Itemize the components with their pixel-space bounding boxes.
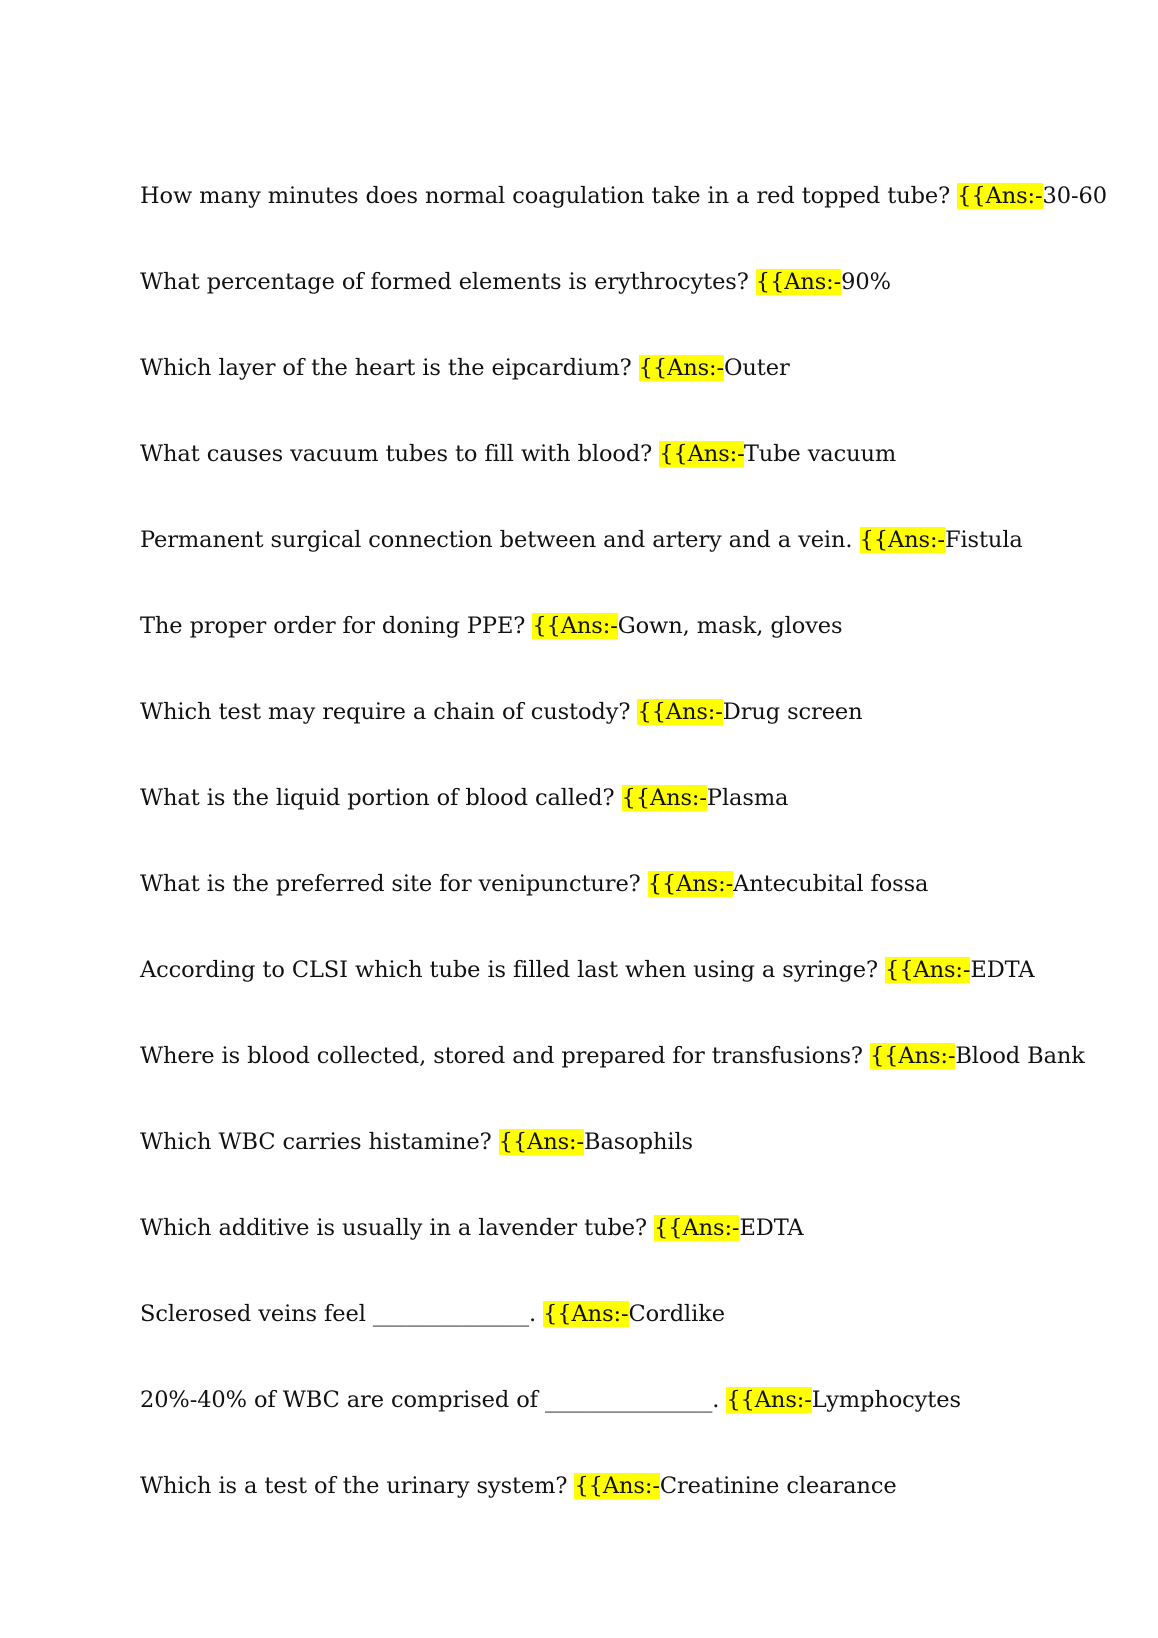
- question-text: According to CLSI which tube is filled last when using a syringe?: [140, 957, 878, 983]
- qa-list: [140, 179, 1120, 1555]
- answer-marker-highlight: {{Ans:-: [884, 957, 971, 983]
- answer-text: Antecubital fossa: [733, 871, 929, 897]
- qa-item: [140, 265, 1120, 351]
- question-text: What is the preferred site for venipuncture?: [140, 871, 641, 897]
- answer-text: Outer: [724, 355, 790, 381]
- answer-text: Plasma: [706, 785, 789, 811]
- question-text: Which test may require a chain of custody?: [140, 699, 631, 725]
- answer-marker-highlight: {{Ans:-: [498, 1129, 585, 1155]
- qa-item: [140, 1039, 1120, 1125]
- answer-text: Tube vacuum: [743, 441, 897, 467]
- qa-item: [140, 437, 1120, 523]
- answer-marker-highlight: {{Ans:-: [726, 1387, 812, 1413]
- question-text: Where is blood collected, stored and prepared for transfusions?: [140, 1043, 863, 1069]
- answer-text: Cordlike: [628, 1301, 725, 1327]
- answer-marker-highlight: {{Ans:-: [574, 1473, 660, 1499]
- answer-marker-highlight: {{Ans:-: [755, 269, 842, 295]
- answer-marker-highlight: {{Ans:-: [659, 441, 744, 467]
- qa-item: [140, 953, 1120, 1039]
- answer-marker-highlight: {{Ans:-: [621, 785, 707, 811]
- answer-marker-highlight: {{Ans:-: [654, 1215, 740, 1241]
- answer-text: 30-60: [1042, 183, 1107, 209]
- answer-text: Creatinine clearance: [659, 1473, 897, 1499]
- question-text: What percentage of formed elements is erythrocytes?: [140, 269, 749, 295]
- answer-marker-highlight: {{Ans:-: [647, 871, 734, 897]
- answer-text: Drug screen: [722, 699, 863, 725]
- answer-text: EDTA: [739, 1215, 804, 1241]
- question-text: Which WBC carries histamine?: [140, 1129, 492, 1155]
- question-text: Which is a test of the urinary system?: [140, 1473, 568, 1499]
- question-text: Sclerosed veins feel ______________.: [140, 1301, 537, 1327]
- answer-marker-highlight: {{Ans:-: [957, 183, 1043, 209]
- qa-item: [140, 1383, 1120, 1469]
- answer-marker-highlight: {{Ans:-: [869, 1043, 956, 1069]
- qa-item: [140, 1297, 1120, 1383]
- answer-text: Gown, mask, gloves: [617, 613, 843, 639]
- answer-marker-highlight: {{Ans:-: [637, 699, 723, 725]
- question-text: Which additive is usually in a lavender tube?: [140, 1215, 647, 1241]
- answer-marker-highlight: {{Ans:-: [638, 355, 725, 381]
- question-text: What is the liquid portion of blood called?: [140, 785, 615, 811]
- qa-item: [140, 781, 1120, 867]
- question-text: Permanent surgical connection between and artery and a vein.: [140, 527, 853, 553]
- answer-text: Fistula: [944, 527, 1023, 553]
- question-text: Which layer of the heart is the eipcardium?: [140, 355, 632, 381]
- question-text: The proper order for doning PPE?: [140, 613, 526, 639]
- qa-item: [140, 179, 1120, 265]
- answer-marker-highlight: {{Ans:-: [532, 613, 618, 639]
- qa-item: [140, 1469, 1120, 1555]
- question-text: What causes vacuum tubes to fill with blood?: [140, 441, 653, 467]
- qa-item: [140, 867, 1120, 953]
- answer-text: Basophils: [584, 1129, 693, 1155]
- question-text: How many minutes does normal coagulation take in a red topped tube?: [140, 183, 951, 209]
- qa-item: [140, 695, 1120, 781]
- answer-marker-highlight: {{Ans:-: [859, 527, 945, 553]
- qa-item: [140, 1211, 1120, 1297]
- qa-item: [140, 1125, 1120, 1211]
- qa-item: [140, 523, 1120, 609]
- qa-item: [140, 609, 1120, 695]
- answer-text: Lymphocytes: [811, 1387, 961, 1413]
- answer-text: 90%: [841, 269, 891, 295]
- qa-item: [140, 351, 1120, 437]
- answer-text: Blood Bank: [955, 1043, 1085, 1069]
- answer-marker-highlight: {{Ans:-: [543, 1301, 629, 1327]
- answer-text: EDTA: [970, 957, 1035, 983]
- question-text: 20%-40% of WBC are comprised of _______________.: [140, 1387, 720, 1413]
